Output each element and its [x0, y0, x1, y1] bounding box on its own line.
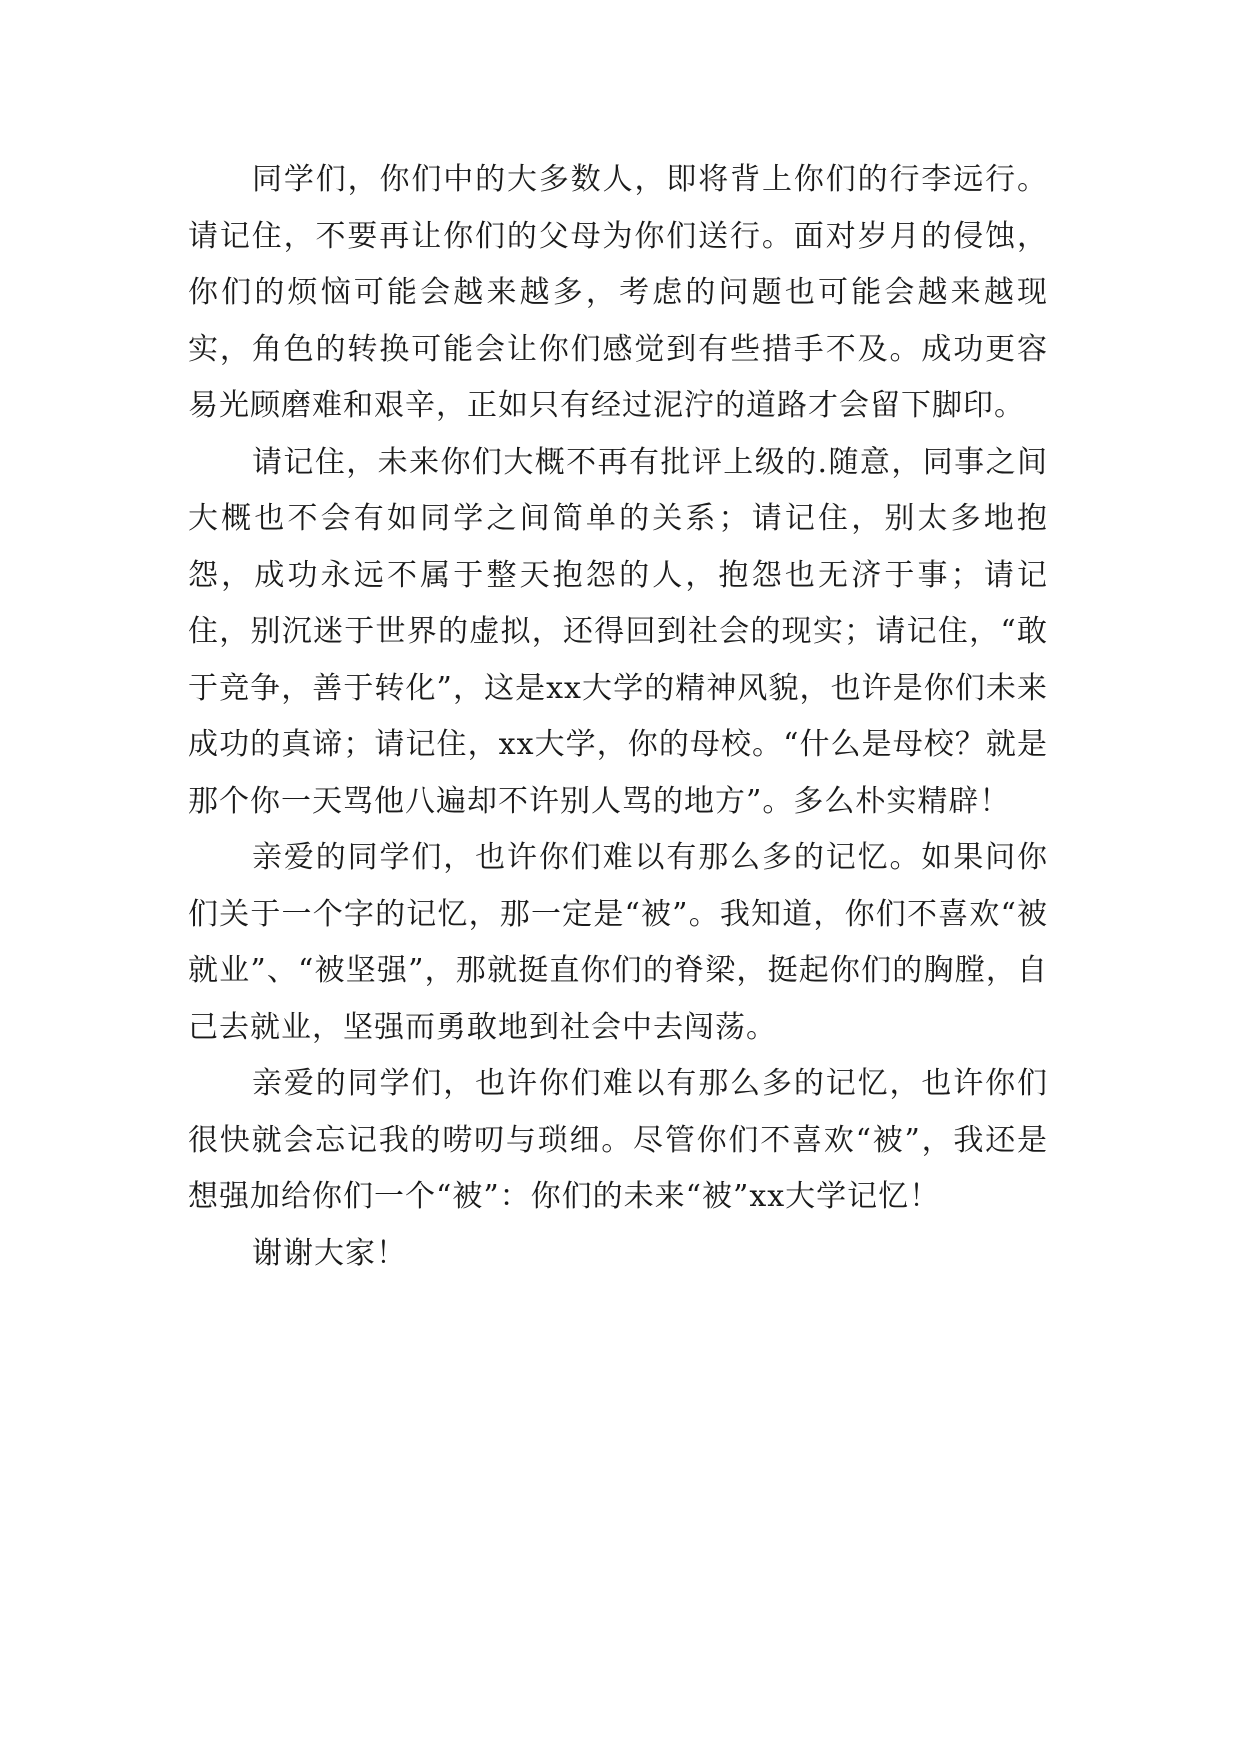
- document-body: [188, 152, 1048, 1282]
- paragraph-5: 谢谢大家！: [252, 1235, 407, 1271]
- paragraph-4: 亲爱的同学们，也许你们难以有那么多的记忆，也许你们很快就会忘记我的唠叨与琐细。尽管你们不喜欢“被”，我还是想强加给你们一个“被”：你们的未来“被”xx大学记忆！: [188, 1066, 1048, 1214]
- paragraph-1: 同学们，你们中的大多数人，即将背上你们的行李远行。请记住，不要再让你们的父母为你们送行。面对岁月的侵蚀，你们的烦恼可能会越来越多，考虑的问题也可能会越来越现实，角色的转换可能会让你们感觉到有些措手不及。成功更容易光顾磨难和艰辛，正如只有经过泥泞的道路才会留下脚印。: [188, 162, 1048, 423]
- paragraph-2: 请记住，未来你们大概不再有批评上级的.随意，同事之间大概也不会有如同学之间简单的关系；请记住，别太多地抱怨，成功永远不属于整天抱怨的人，抱怨也无济于事；请记住，别沉迷于世界的虚拟，还得回到社会的现实；请记住，“敢于竞争，善于转化”，这是xx大学的精神风貌，也许是你们未来成功的真谛；请记住，xx大学，你的母校。“什么是母校？就是那个你一天骂他八遍却不许别人骂的地方”。多么朴实精辟！: [188, 444, 1048, 819]
- paragraph-3: 亲爱的同学们，也许你们难以有那么多的记忆。如果问你们关于一个字的记忆，那一定是“被”。我知道，你们不喜欢“被就业”、“被坚强”，那就挺直你们的脊梁，挺起你们的胸膛，自己去就业，坚强而勇敢地到社会中去闯荡。: [188, 840, 1048, 1045]
